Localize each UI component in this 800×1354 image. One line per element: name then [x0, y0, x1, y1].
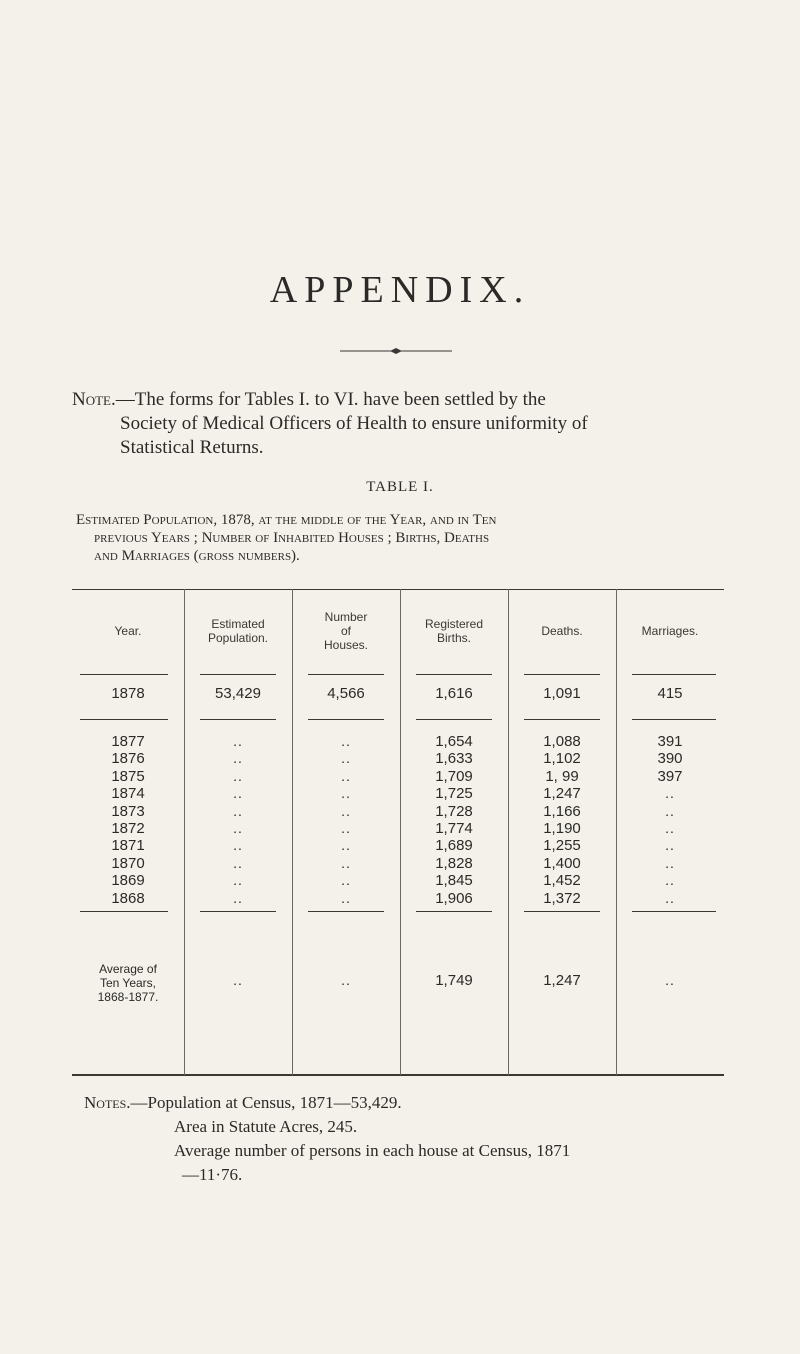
- row-population: ..: [233, 837, 243, 854]
- row-year: 1877: [111, 733, 145, 750]
- row-births: 1,828: [435, 854, 473, 872]
- rows-end-rule: [416, 911, 492, 912]
- table-caption: [76, 511, 746, 565]
- row-births: 1,774: [435, 820, 473, 837]
- row-year: 1874: [111, 785, 145, 803]
- current-row-rule: [524, 719, 600, 720]
- row-deaths: 1,190: [543, 820, 581, 837]
- table-bottom-rule: [72, 1074, 724, 1076]
- note-lead: Note.: [72, 389, 116, 410]
- row-year: 1869: [111, 872, 145, 890]
- row-houses: ..: [341, 802, 351, 819]
- row-population: ..: [233, 820, 243, 836]
- row-births: 1,689: [435, 837, 473, 855]
- average-label: Average of: [99, 962, 157, 976]
- current-row-rule: [632, 719, 716, 720]
- row-houses: ..: [341, 820, 351, 836]
- header-rule: [200, 674, 276, 675]
- current-row-rule: [416, 719, 492, 720]
- row-year: 1870: [111, 854, 145, 872]
- row-houses: ..: [341, 889, 351, 906]
- rows-end-rule: [80, 911, 168, 912]
- row-deaths: 1,247: [543, 785, 581, 803]
- row-births: 1,633: [435, 750, 473, 768]
- average-population: ..: [233, 972, 243, 988]
- average-label: 1868-1877.: [97, 990, 159, 1004]
- header-births: Registered: [424, 617, 484, 631]
- rows-end-rule: [632, 911, 716, 912]
- header-houses: Number: [324, 610, 368, 624]
- row-population: ..: [233, 872, 243, 889]
- row-births: 1,845: [435, 872, 473, 890]
- row-population: ..: [233, 767, 243, 784]
- row-marriages: ..: [665, 802, 675, 819]
- row-houses: ..: [341, 872, 351, 889]
- row-population: ..: [233, 889, 243, 906]
- note-line-1: —The forms for Tables I. to VI. have been settled by the: [115, 389, 546, 410]
- ornament-divider: [340, 346, 452, 356]
- header-rule: [308, 674, 384, 675]
- row-year: 1876: [111, 750, 145, 768]
- current-population: 53,429: [215, 685, 261, 702]
- header-rule: [80, 674, 168, 675]
- current-houses: 4,566: [327, 685, 365, 702]
- row-population: ..: [233, 750, 243, 767]
- header-population: Estimated: [211, 617, 265, 631]
- row-deaths: 1, 99: [545, 767, 579, 785]
- row-year: 1872: [111, 820, 145, 837]
- row-houses: ..: [341, 750, 351, 767]
- row-houses: ..: [341, 767, 351, 784]
- row-marriages: ..: [665, 872, 675, 889]
- row-marriages: 391: [657, 733, 683, 750]
- header-houses: of: [340, 624, 351, 638]
- note-line-3: Statistical Returns.: [120, 437, 264, 458]
- header-rule: [524, 674, 600, 675]
- current-row-rule: [308, 719, 384, 720]
- row-marriages: ..: [665, 785, 675, 802]
- row-marriages: 397: [657, 767, 683, 785]
- statistics-table: [72, 589, 724, 1075]
- row-year: 1868: [111, 889, 145, 907]
- row-year: 1871: [111, 837, 145, 855]
- row-births: 1,654: [435, 733, 473, 750]
- average-births: 1,749: [435, 972, 473, 989]
- notes-line-2: Area in Statute Acres, 245.: [174, 1117, 358, 1136]
- average-marriages: ..: [665, 972, 675, 988]
- current-marriages: 415: [657, 685, 683, 702]
- header-deaths: Deaths.: [541, 624, 583, 638]
- row-marriages: ..: [665, 889, 675, 906]
- row-births: 1,725: [435, 785, 473, 803]
- current-row-rule: [200, 719, 276, 720]
- header-rule: [416, 674, 492, 675]
- row-births: 1,709: [435, 767, 473, 785]
- row-year: 1875: [111, 767, 145, 785]
- row-deaths: 1,372: [543, 889, 581, 907]
- header-rule: [632, 674, 716, 675]
- row-houses: ..: [341, 837, 351, 854]
- row-population: ..: [233, 802, 243, 819]
- row-marriages: ..: [665, 854, 675, 871]
- header-houses: Houses.: [323, 638, 369, 652]
- row-population: ..: [233, 785, 243, 802]
- caption-line-3: and Marriages (gross numbers).: [94, 548, 300, 564]
- notes-line-3: Average number of persons in each house at Census, 1871: [174, 1141, 571, 1160]
- row-births: 1,728: [435, 802, 473, 820]
- current-births: 1,616: [435, 685, 473, 702]
- row-deaths: 1,088: [543, 733, 581, 750]
- row-houses: ..: [341, 733, 351, 749]
- row-houses: ..: [341, 854, 351, 871]
- notes-lead: Notes.: [84, 1093, 131, 1112]
- row-houses: ..: [341, 785, 351, 802]
- row-marriages: ..: [665, 820, 675, 836]
- average-houses: ..: [341, 972, 351, 988]
- average-label: Ten Years,: [99, 976, 157, 990]
- row-population: ..: [233, 733, 243, 749]
- row-births: 1,906: [435, 889, 473, 907]
- row-marriages: ..: [665, 837, 675, 854]
- footer-notes: [84, 1091, 764, 1187]
- current-deaths: 1,091: [543, 685, 581, 702]
- row-deaths: 1,102: [543, 750, 581, 768]
- header-births: Births.: [436, 631, 471, 645]
- row-deaths: 1,452: [543, 872, 581, 890]
- page-title: APPENDIX.: [269, 269, 531, 311]
- row-marriages: 390: [657, 750, 683, 768]
- current-row-rule: [80, 719, 168, 720]
- header-population: Population.: [207, 631, 269, 645]
- intro-note: [72, 388, 752, 460]
- row-population: ..: [233, 854, 243, 871]
- average-deaths: 1,247: [543, 972, 581, 989]
- notes-line-4: —11·76.: [182, 1165, 243, 1184]
- notes-line-1: —Population at Census, 1871—53,429.: [130, 1093, 402, 1112]
- current-year: 1878: [111, 685, 145, 702]
- row-deaths: 1,255: [543, 837, 581, 855]
- caption-line-2: previous Years ; Number of Inhabited Houses ; Births, Deaths: [94, 530, 490, 546]
- table-top-rule: [72, 589, 724, 590]
- rows-end-rule: [200, 911, 276, 912]
- row-deaths: 1,166: [543, 802, 581, 820]
- table-title: TABLE I.: [366, 479, 434, 495]
- note-line-2: Society of Medical Officers of Health to ensure uniformity of: [120, 413, 588, 434]
- header-marriages: Marriages.: [641, 624, 699, 638]
- row-deaths: 1,400: [543, 854, 581, 872]
- caption-line-1: Estimated Population, 1878, at the middle of the Year, and in Ten: [76, 512, 497, 528]
- rows-end-rule: [524, 911, 600, 912]
- rows-end-rule: [308, 911, 384, 912]
- header-year: Year.: [114, 624, 142, 638]
- row-year: 1873: [111, 802, 145, 820]
